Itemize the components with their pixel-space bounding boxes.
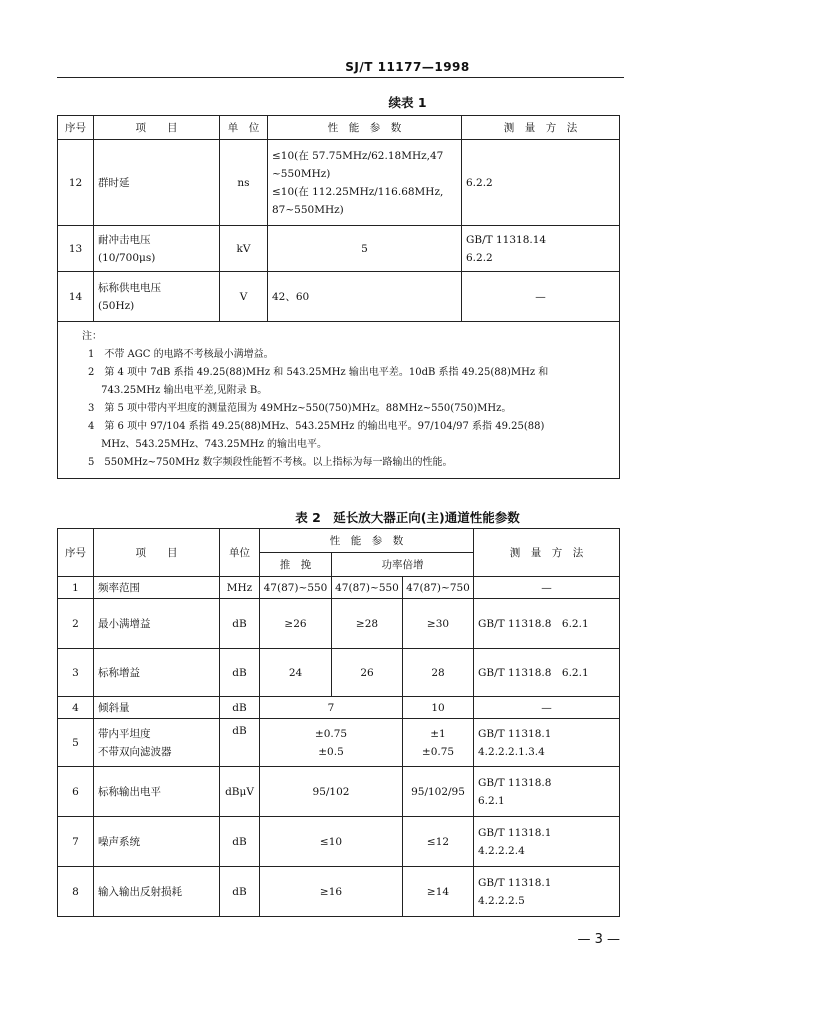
row-value-merged: 95/102 [260,767,403,817]
param-line: ≤10(在 112.25MHz/116.68MHz, [272,185,444,198]
row-value-pd-750: 47(87)~750 [403,577,474,599]
row-param [268,140,462,226]
page-number: — 3 — [577,932,620,947]
table2 [57,528,620,917]
col-header-perf: 性 能 参 数 [260,529,474,553]
row-method: — [474,577,620,599]
row-item: 群时延 [94,140,220,226]
row-no: 7 [58,817,94,867]
table-row [58,272,620,322]
notes-title: 注： [82,331,102,342]
row-item: 标称增益 [94,649,220,697]
row-no: 6 [58,767,94,817]
row-item: 倾斜量 [94,697,220,719]
method-line: 6.2.1 [478,794,505,807]
row-value-pd-750: ≥30 [403,599,474,649]
row-unit: dBμV [220,767,260,817]
row-value-pd-750: 28 [403,649,474,697]
row-no: 12 [58,140,94,226]
method-line: 4.2.2.2.1.3.4 [478,745,545,758]
note-line: MHz、543.25MHz、743.25MHz 的输出电平。 [88,439,328,450]
table-row [58,577,620,599]
table1 [57,115,620,479]
row-method: 6.2.2 [462,140,620,226]
row-no: 13 [58,226,94,272]
param-line: 87~550MHz) [272,203,344,216]
row-no: 14 [58,272,94,322]
param-line: ≤10(在 57.75MHz/62.18MHz,47 [272,149,444,162]
col-header-item: 项 目 [94,529,220,577]
row-value-push-pull: 47(87)~550 [260,577,332,599]
row-unit: dB [220,719,260,767]
col-header-item: 项 目 [94,116,220,140]
col-header-unit: 单位 [220,529,260,577]
row-no: 5 [58,719,94,767]
method-line: GB/T 11318.1 [478,826,552,839]
header-rule [57,77,624,78]
col-header-power-doubling: 功率倍增 [332,553,474,577]
col-header-no: 序号 [58,116,94,140]
item-line: 带内平坦度 [98,727,151,740]
row-method [462,226,620,272]
notes-row [58,322,620,479]
row-item: 最小满增益 [94,599,220,649]
method-line: 6.2.2 [466,251,493,264]
row-value-pd-750: 10 [403,697,474,719]
note-line: 743.25MHz 输出电平差,见附录 B。 [88,385,268,396]
row-value-push-pull: 24 [260,649,332,697]
note-line: 1 不带 AGC 的电路不考核最小满增益。 [88,349,274,360]
row-value-pd-750 [403,719,474,767]
row-value-merged: 7 [260,697,403,719]
value-line: ±0.75 [421,745,455,758]
table-row [58,719,620,767]
row-no: 3 [58,649,94,697]
row-unit: ns [220,140,268,226]
table-row [58,867,620,917]
table-row [58,767,620,817]
table-row [58,599,620,649]
table-row [58,226,620,272]
row-no: 1 [58,577,94,599]
row-item: 频率范围 [94,577,220,599]
method-line: GB/T 11318.8 [478,776,552,789]
row-item: 标称输出电平 [94,767,220,817]
method-line: GB/T 11318.1 [478,876,552,889]
table1-header-row [58,116,620,140]
row-method: GB/T 11318.8 6.2.1 [474,599,620,649]
row-unit: dB [220,697,260,719]
row-method: — [474,697,620,719]
row-value-pd-750: ≥14 [403,867,474,917]
item-line: (10/700μs) [98,251,156,264]
row-value-pd-750: ≤12 [403,817,474,867]
row-no: 4 [58,697,94,719]
row-no: 8 [58,867,94,917]
row-method: GB/T 11318.8 6.2.1 [474,649,620,697]
table1-caption: 续表 1 [388,95,427,110]
notes-cell [58,322,620,479]
row-unit: dB [220,817,260,867]
note-line: 5 550MHz~750MHz 数字频段性能暂不考核。以上指标为每一路输出的性能。 [88,457,453,468]
row-method [474,767,620,817]
row-value-push-pull: ≥26 [260,599,332,649]
row-unit: dB [220,649,260,697]
method-line: 4.2.2.2.4 [478,844,525,857]
row-unit: kV [220,226,268,272]
row-value-merged: ≥16 [260,867,403,917]
row-unit: MHz [220,577,260,599]
value-line: ±0.75 [314,727,348,740]
table-row [58,649,620,697]
col-header-unit: 单 位 [220,116,268,140]
col-header-method: 测 量 方 法 [462,116,620,140]
item-line: (50Hz) [98,299,135,312]
method-line: GB/T 11318.14 [466,233,547,246]
row-unit: V [220,272,268,322]
document-header: SJ/T 11177—1998 [345,60,470,74]
row-value-pd-550: 26 [332,649,403,697]
note-line: 2 第 4 项中 7dB 系指 49.25(88)MHz 和 543.25MHz 输出电平差。10dB 系指 49.25(88)MHz 和 [88,367,549,378]
param-line: ~550MHz) [272,167,331,180]
row-item [94,272,220,322]
table-row [58,817,620,867]
method-line: 4.2.2.2.5 [478,894,525,907]
row-item [94,226,220,272]
note-line: 3 第 5 项中带内平坦度的测量范围为 49MHz~550(750)MHz。88MHz~550(750)MHz。 [88,403,512,414]
row-no: 2 [58,599,94,649]
value-line: ±0.5 [318,745,344,758]
item-line: 不带双向滤波器 [98,745,172,758]
row-method: — [462,272,620,322]
row-item [94,719,220,767]
note-line: 4 第 6 项中 97/104 系指 49.25(88)MHz、543.25MHz 的输出电平。97/104/97 系指 49.25(88) [88,421,545,432]
row-value-pd-550: 47(87)~550 [332,577,403,599]
row-value-merged: ≤10 [260,817,403,867]
row-method [474,719,620,767]
col-header-no: 序号 [58,529,94,577]
table2-caption: 表 2 延长放大器正向(主)通道性能参数 [295,510,520,525]
row-item: 输入输出反射损耗 [94,867,220,917]
value-line: ±1 [430,727,446,740]
col-header-method: 测 量 方 法 [474,529,620,577]
row-unit: dB [220,599,260,649]
table-row [58,140,620,226]
col-header-push-pull: 推 挽 [260,553,332,577]
row-value-pd-550: ≥28 [332,599,403,649]
method-line: GB/T 11318.1 [478,727,552,740]
col-header-param: 性 能 参 数 [268,116,462,140]
row-item: 噪声系统 [94,817,220,867]
table2-header-row-1 [58,529,620,553]
row-method [474,817,620,867]
table-row [58,697,620,719]
row-param: 5 [268,226,462,272]
row-value-pd-750: 95/102/95 [403,767,474,817]
item-line: 耐冲击电压 [98,233,151,246]
row-method [474,867,620,917]
row-param: 42、60 [268,272,462,322]
row-unit: dB [220,867,260,917]
row-value-merged [260,719,403,767]
item-line: 标称供电电压 [98,281,161,294]
